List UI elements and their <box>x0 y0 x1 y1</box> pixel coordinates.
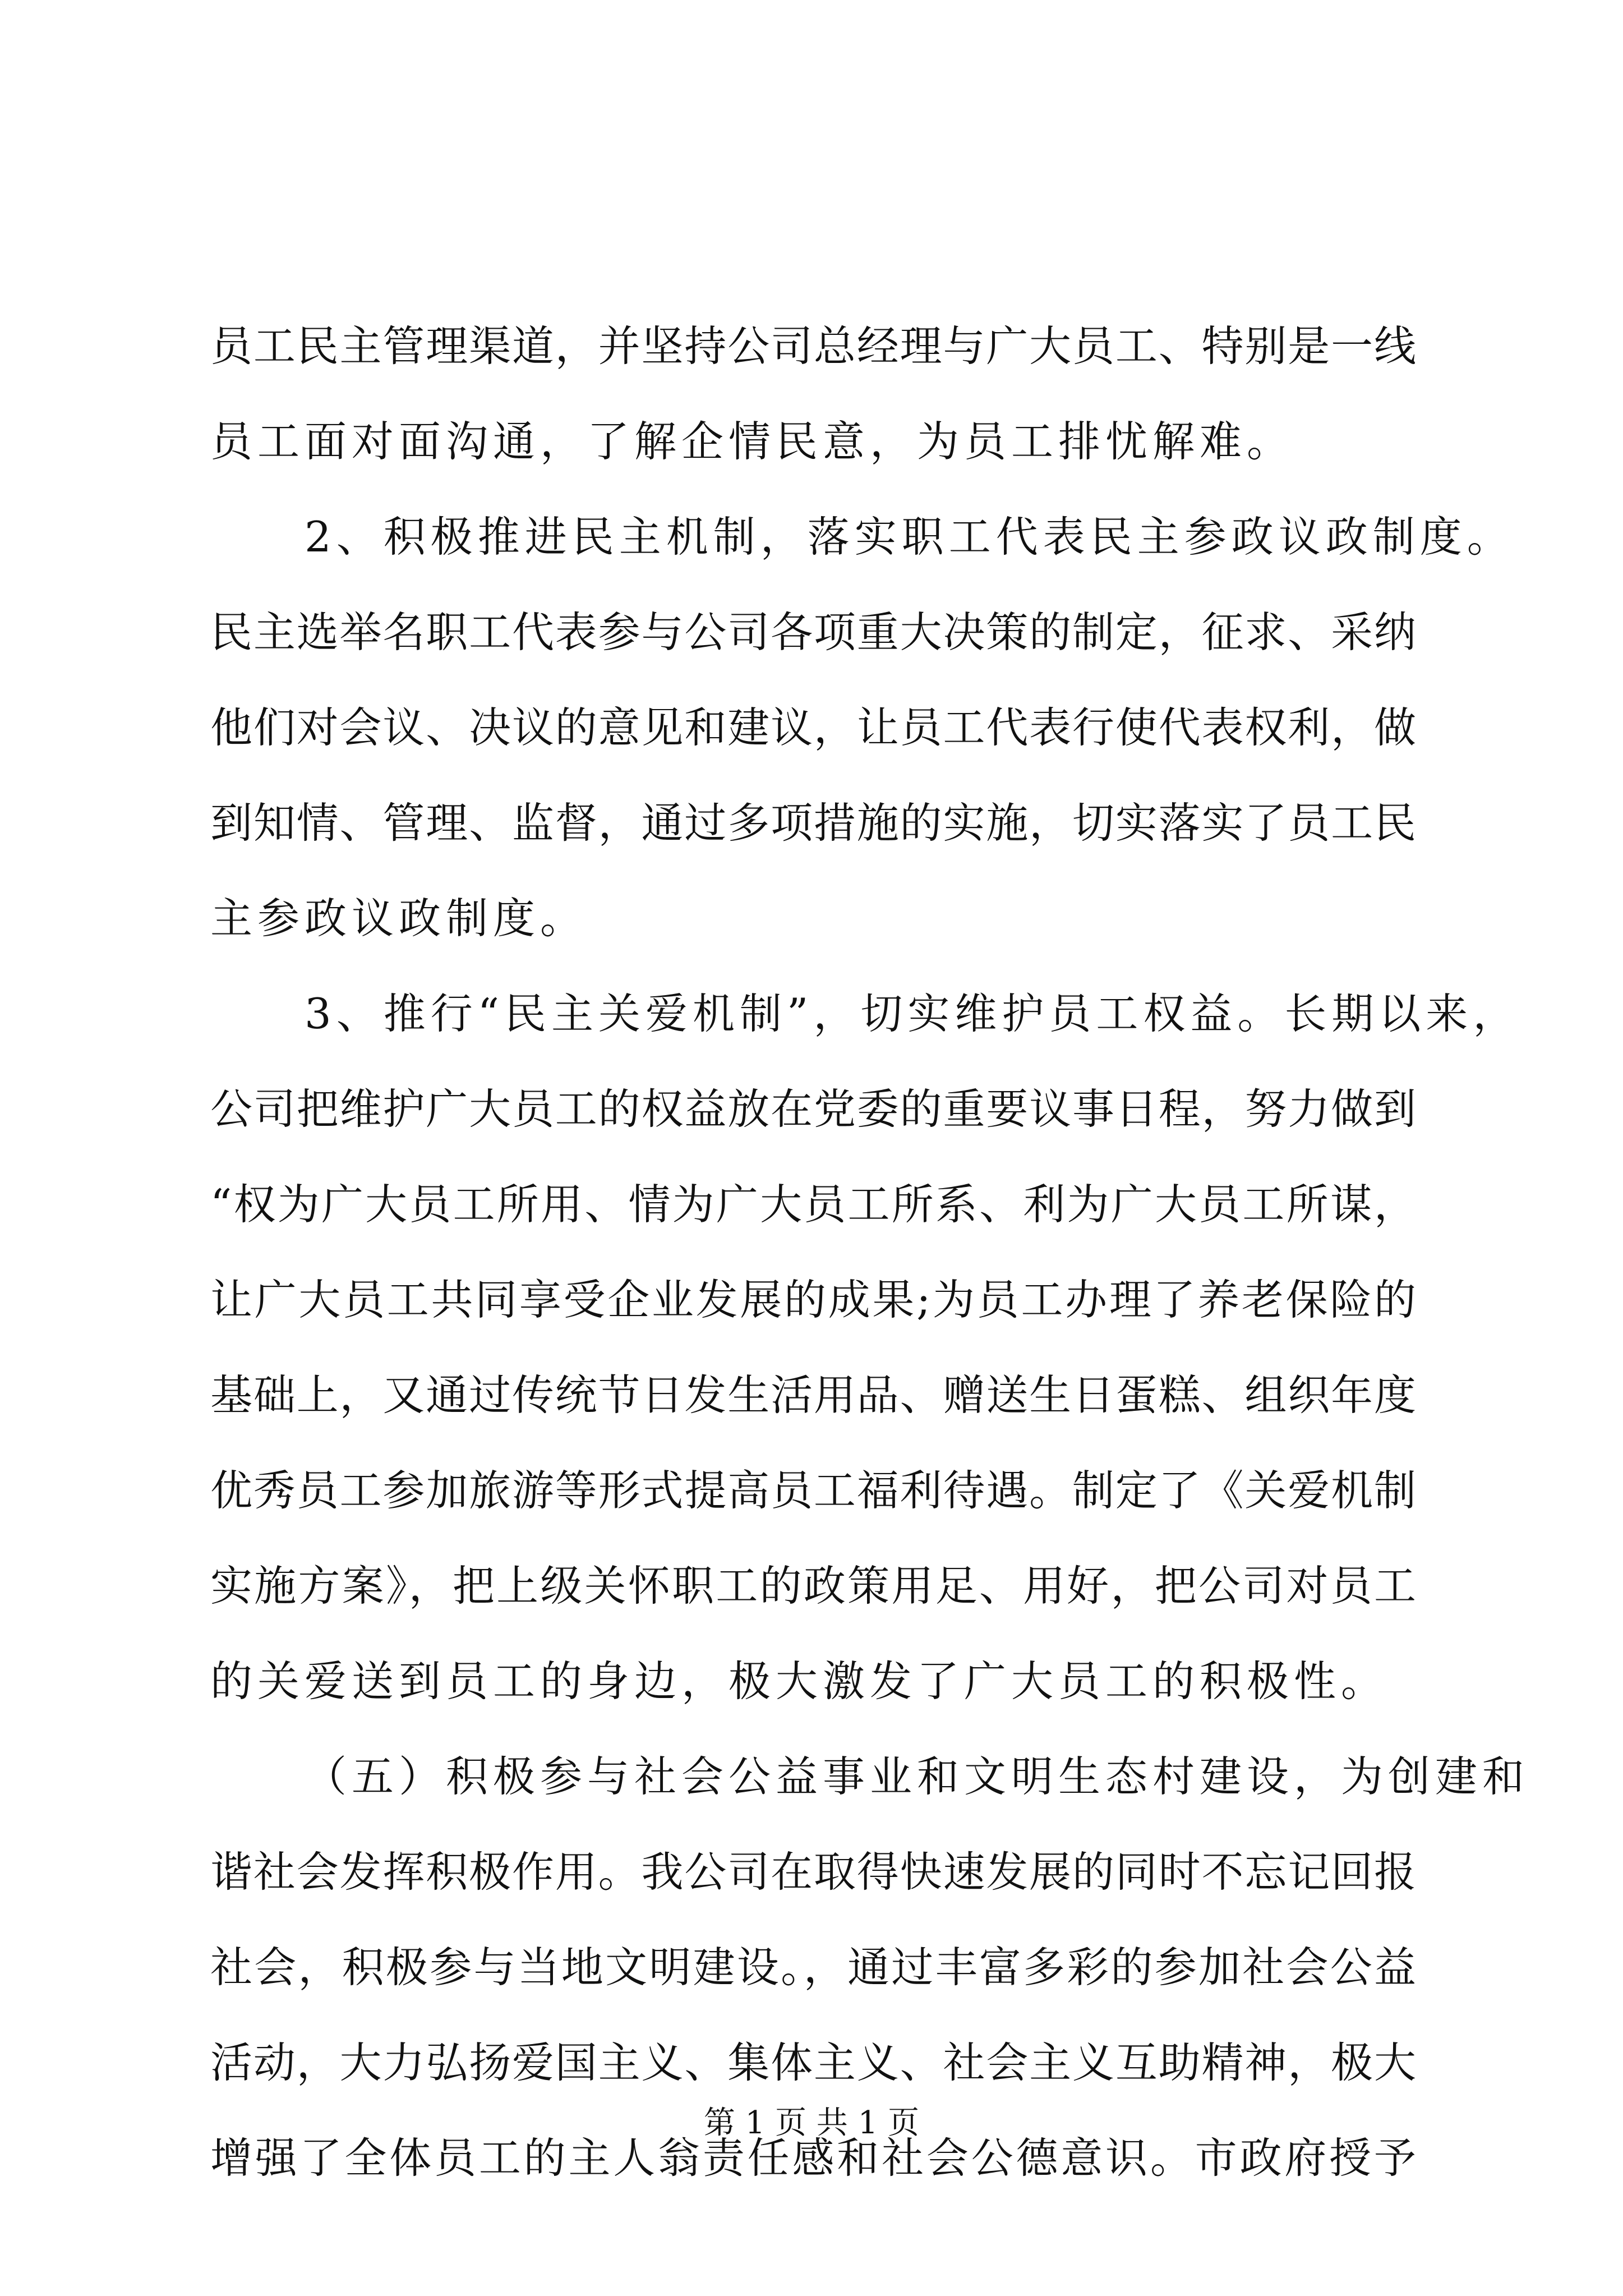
text-line: 基础上，又通过传统节日发生活用品、赠送生日蛋糕、组织年度 <box>210 1370 1416 1420</box>
page-footer <box>0 2101 1623 2146</box>
text-line: 增强了全体员工的主人翁责任感和社会公德意识。市政府授予 <box>210 2133 1416 2183</box>
text-line: 社会，积极参与当地文明建设。，通过丰富多彩的参加社会公益 <box>210 1943 1416 1992</box>
text-line: 员工民主管理渠道，并坚持公司总经理与广大员工、特别是一线 <box>210 321 1416 371</box>
text-line: 让广大员工共同享受企业发展的成果;为员工办理了养老保险的 <box>210 1275 1416 1324</box>
text-line: 活动，大力弘扬爱国主义、集体主义、社会主义互助精神，极大 <box>210 2038 1416 2087</box>
text-line: 民主选举名职工代表参与公司各项重大决策的制定，征求、采纳 <box>210 608 1416 657</box>
page-number-label: 第 1 页 共 1 页 <box>703 2105 920 2141</box>
paragraph-first-line: （五）积极参与社会公益事业和文明生态村建设，为创建和 <box>305 1752 1530 1801</box>
document-body <box>210 298 1530 2206</box>
text-line: 员工面对面沟通，了解企情民意，为员工排忧解难。 <box>210 417 1294 466</box>
text-line: 的关爱送到员工的身边，极大激发了广大员工的积极性。 <box>210 1657 1389 1706</box>
text-line: 他们对会议、决议的意见和建议，让员工代表行使代表权利，做 <box>210 703 1416 752</box>
text-line: 到知情、管理、监督，通过多项措施的实施，切实落实了员工民 <box>210 798 1416 848</box>
text-line: 谐社会发挥积极作用。我公司在取得快速发展的同时不忘记回报 <box>210 1847 1416 1897</box>
text-line: 公司把维护广大员工的权益放在党委的重要议事日程，努力做到 <box>210 1084 1416 1134</box>
text-line: 实施方案》，把上级关怀职工的政策用足、用好，把公司对员工 <box>210 1561 1416 1611</box>
paragraph-first-line: 2、积极推进民主机制，落实职工代表民主参政议政制度。 <box>305 512 1514 562</box>
text-line: 优秀员工参加旅游等形式提高员工福利待遇。制定了《关爱机制 <box>210 1466 1416 1515</box>
text-line: “权为广大员工所用、情为广大员工所系、利为广大员工所谋， <box>210 1180 1416 1229</box>
text-line: 主参政议政制度。 <box>210 894 588 943</box>
paragraph-first-line: 3、推行“民主关爱机制”，切实维护员工权益。长期以来， <box>305 989 1520 1038</box>
